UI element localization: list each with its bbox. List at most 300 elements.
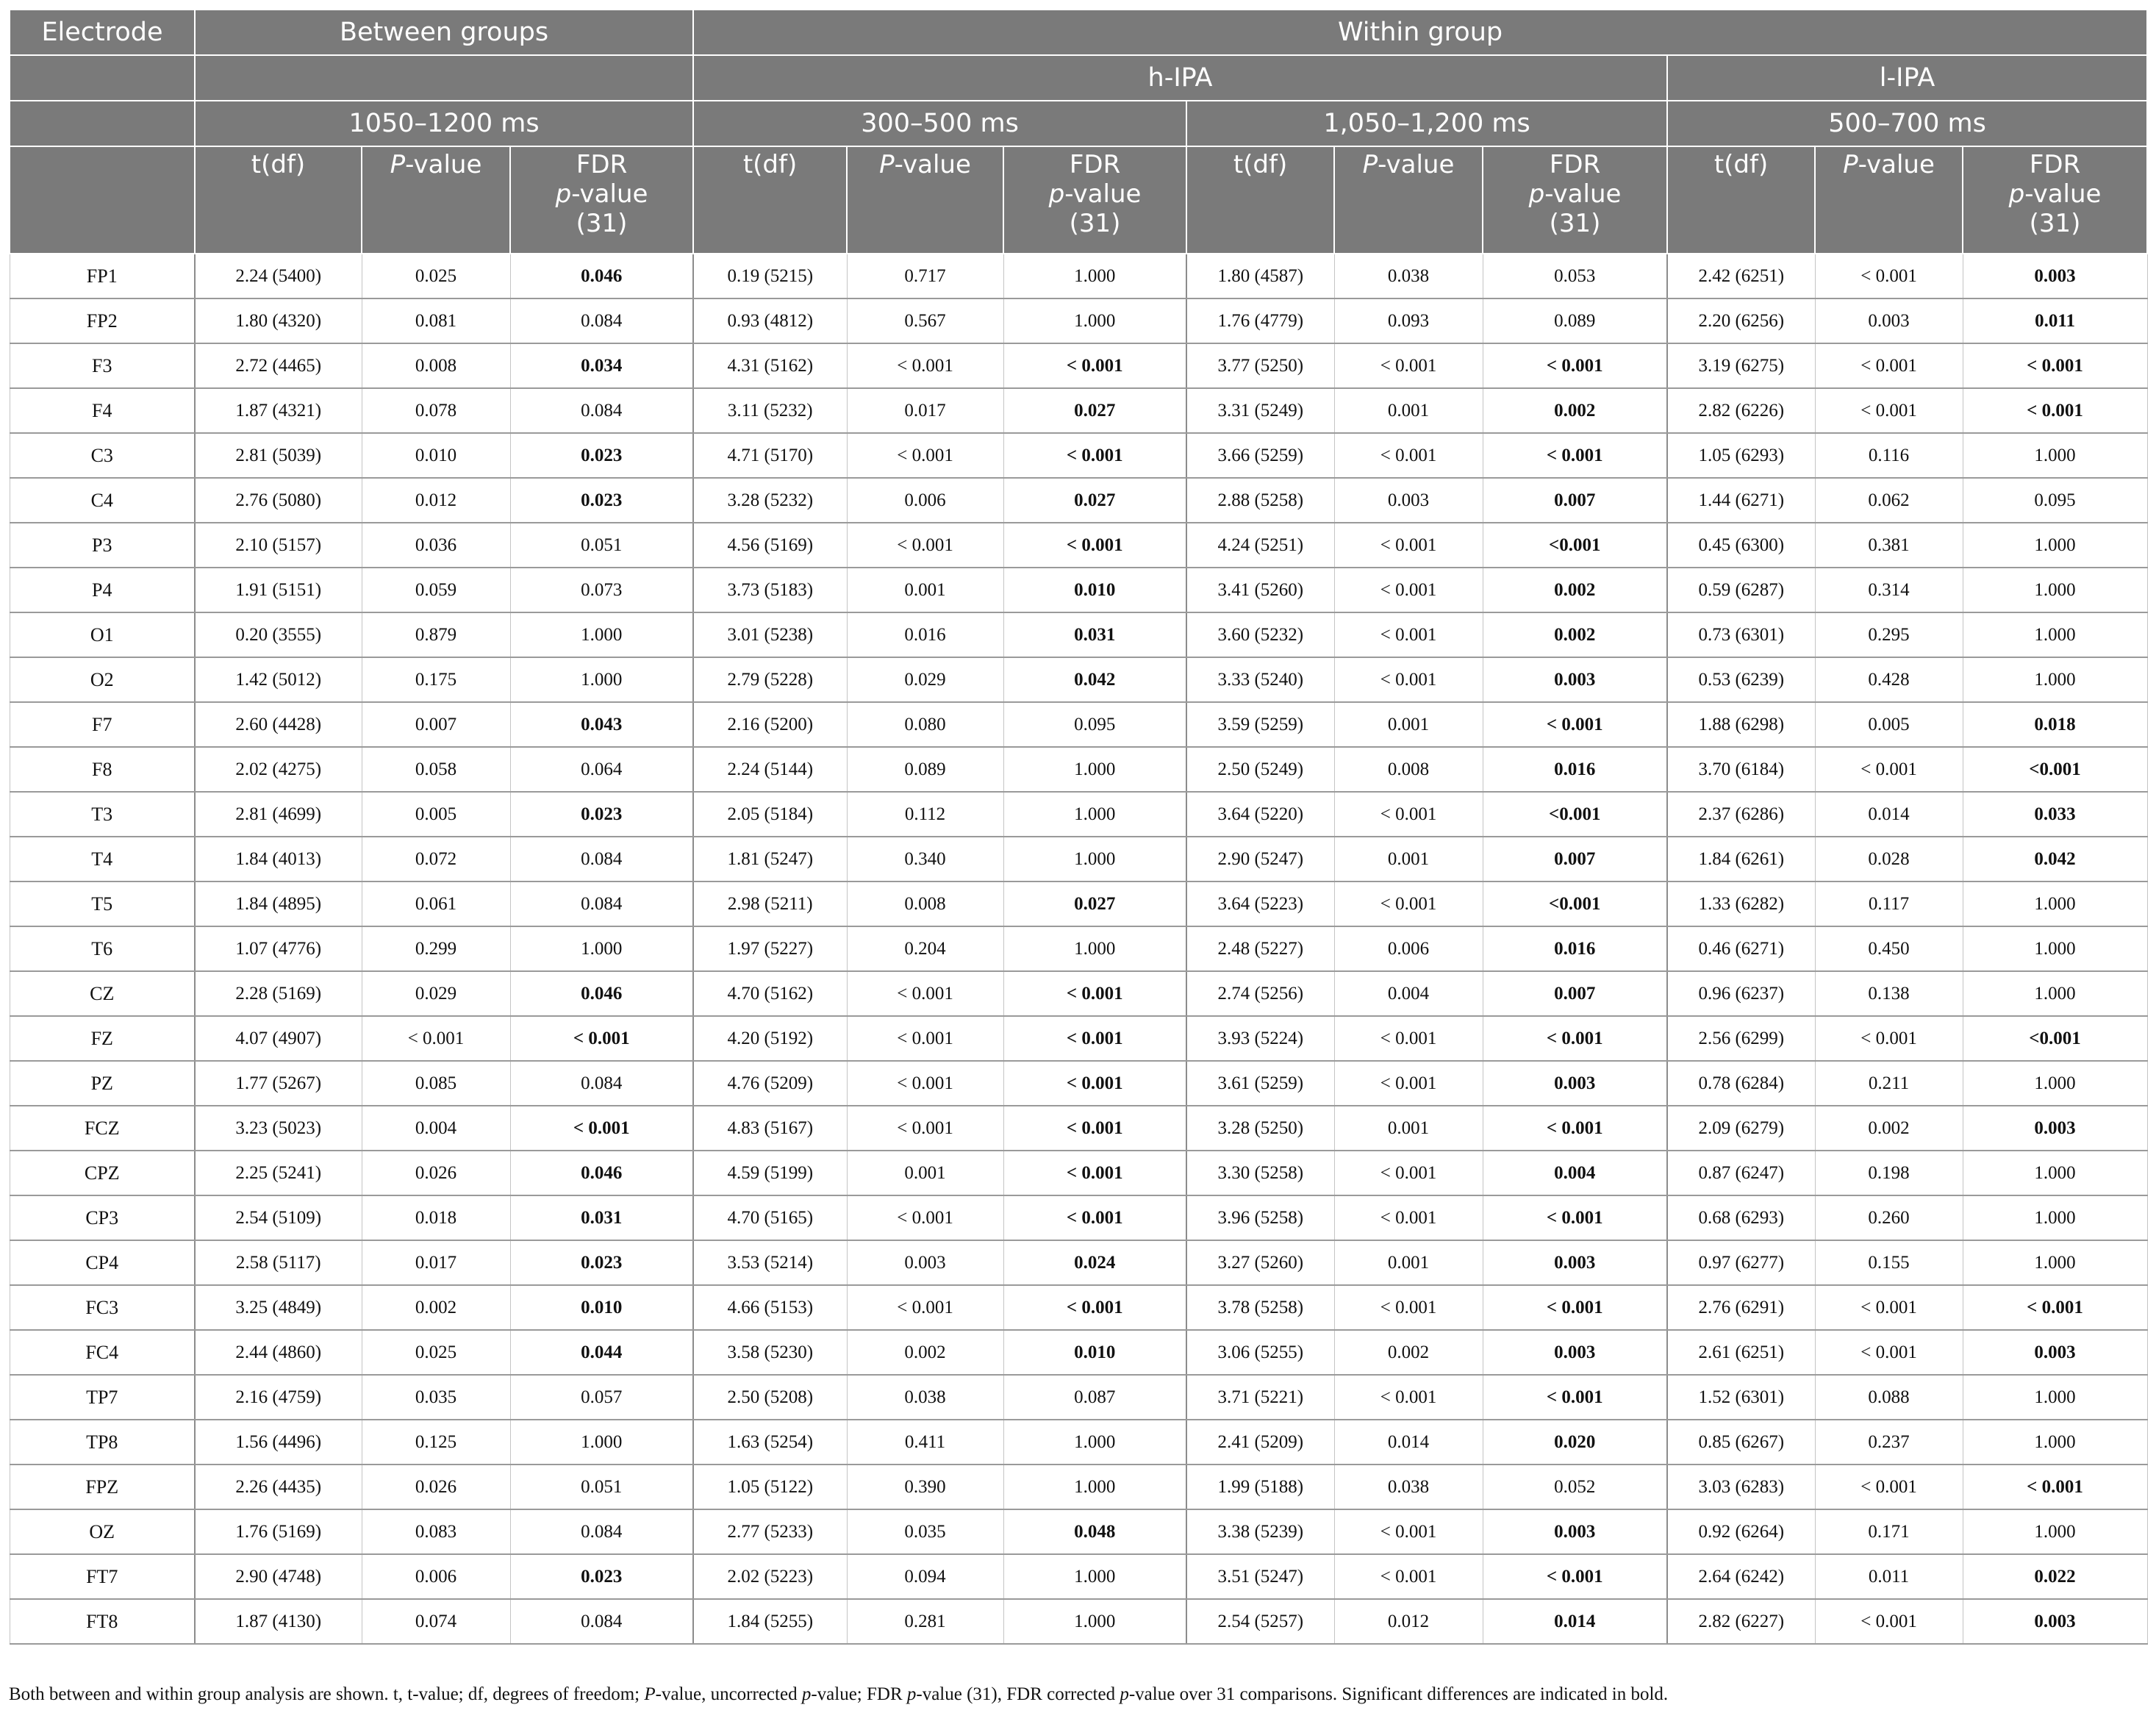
t-df-cell: 1.76 (4779) xyxy=(1186,298,1334,343)
fdr-p-value-cell: 0.046 xyxy=(510,1151,693,1195)
p-value-cell: < 0.001 xyxy=(1334,612,1483,657)
table-row xyxy=(10,1509,2147,1554)
electrode-cell: F8 xyxy=(10,747,195,792)
p-value-cell: 0.061 xyxy=(362,881,510,926)
t-df-cell: 3.60 (5232) xyxy=(1186,612,1334,657)
fdr-p-value-cell: 0.003 xyxy=(1483,1240,1667,1285)
t-df-cell: 0.73 (6301) xyxy=(1667,612,1815,657)
p-value-cell: 0.017 xyxy=(362,1240,510,1285)
p-value-cell: 0.428 xyxy=(1815,657,1963,702)
fdr-p-value-cell: 0.002 xyxy=(1483,568,1667,612)
t-df-cell: 3.53 (5214) xyxy=(693,1240,847,1285)
t-df-cell: 0.59 (6287) xyxy=(1667,568,1815,612)
fdr-p-value-cell: 0.048 xyxy=(1003,1509,1186,1554)
t-df-cell: 2.72 (4465) xyxy=(195,343,362,388)
footnote-text: p xyxy=(1120,1684,1129,1704)
t-df-cell: 3.96 (5258) xyxy=(1186,1195,1334,1240)
fdr-p-value-cell: < 0.001 xyxy=(1003,971,1186,1016)
p-value-cell: 0.204 xyxy=(847,926,1003,971)
fdr-p-value-cell: 0.051 xyxy=(510,1465,693,1509)
fdr-p-value-cell: 0.084 xyxy=(510,1061,693,1106)
fdr-p-value-cell: 0.084 xyxy=(510,1509,693,1554)
t-df-cell: 2.05 (5184) xyxy=(693,792,847,837)
p-value-cell: 0.093 xyxy=(1334,298,1483,343)
p-value-cell: < 0.001 xyxy=(1815,388,1963,433)
electrode-cell: O1 xyxy=(10,612,195,657)
p-value-cell: 0.340 xyxy=(847,837,1003,881)
p-value-cell: 0.008 xyxy=(1334,747,1483,792)
fdr-p-value-cell: <0.001 xyxy=(1483,523,1667,568)
fdr-p-value-cell: 0.064 xyxy=(510,747,693,792)
fdr-p-value-cell: < 0.001 xyxy=(1003,1106,1186,1151)
fdr-p-value-cell: 1.000 xyxy=(1963,1195,2147,1240)
electrode-cell: FZ xyxy=(10,1016,195,1061)
table-row xyxy=(10,881,2147,926)
t-df-cell: 1.88 (6298) xyxy=(1667,702,1815,747)
p-value-cell: 0.026 xyxy=(362,1151,510,1195)
p-value-cell: 0.035 xyxy=(362,1375,510,1420)
fdr-p-value-cell: 0.022 xyxy=(1963,1554,2147,1599)
p-value-cell: 0.025 xyxy=(362,1330,510,1375)
t-df-cell: 0.93 (4812) xyxy=(693,298,847,343)
p-value-cell: 0.004 xyxy=(1334,971,1483,1016)
t-df-cell: 2.76 (5080) xyxy=(195,478,362,523)
t-df-cell: 4.76 (5209) xyxy=(693,1061,847,1106)
header-p-italic: P xyxy=(1362,150,1378,179)
p-value-cell: 0.012 xyxy=(1334,1599,1483,1644)
footnote-text: Both between and within group analysis are shown. t, t-value; df, degrees of freedom; xyxy=(9,1684,645,1704)
t-df-cell: 1.44 (6271) xyxy=(1667,478,1815,523)
p-value-cell: 0.014 xyxy=(1815,792,1963,837)
header-fdr-p-italic: p xyxy=(555,179,572,209)
p-value-cell: 0.450 xyxy=(1815,926,1963,971)
t-df-cell: 1.87 (4321) xyxy=(195,388,362,433)
electrode-cell: T4 xyxy=(10,837,195,881)
t-df-cell: 2.90 (4748) xyxy=(195,1554,362,1599)
footnote-text: -value over 31 comparisons. Significant differences are indicated in bold. xyxy=(1128,1684,1669,1704)
electrode-cell: P3 xyxy=(10,523,195,568)
t-df-cell: 1.56 (4496) xyxy=(195,1420,362,1465)
electrode-cell: FC4 xyxy=(10,1330,195,1375)
t-df-cell: 2.56 (6299) xyxy=(1667,1016,1815,1061)
t-df-cell: 3.01 (5238) xyxy=(693,612,847,657)
t-df-cell: 2.81 (5039) xyxy=(195,433,362,478)
t-df-cell: 1.84 (6261) xyxy=(1667,837,1815,881)
t-df-cell: 3.73 (5183) xyxy=(693,568,847,612)
table-row xyxy=(10,1016,2147,1061)
p-value-cell: 0.028 xyxy=(1815,837,1963,881)
t-df-cell: 3.28 (5232) xyxy=(693,478,847,523)
fdr-p-value-cell: 0.043 xyxy=(510,702,693,747)
t-df-cell: 1.77 (5267) xyxy=(195,1061,362,1106)
p-value-cell: 0.010 xyxy=(362,433,510,478)
p-value-cell: < 0.001 xyxy=(1815,747,1963,792)
fdr-p-value-cell: 0.042 xyxy=(1963,837,2147,881)
header-t-df: t(df) xyxy=(195,146,362,254)
p-value-cell: < 0.001 xyxy=(1334,1195,1483,1240)
fdr-p-value-cell: 1.000 xyxy=(1003,747,1186,792)
header-p-value xyxy=(1815,146,1963,254)
fdr-p-value-cell: 1.000 xyxy=(1003,1554,1186,1599)
t-df-cell: 1.87 (4130) xyxy=(195,1599,362,1644)
fdr-p-value-cell: 0.031 xyxy=(510,1195,693,1240)
fdr-p-value-cell: 1.000 xyxy=(1963,1061,2147,1106)
table-row xyxy=(10,254,2147,298)
header-h-ipa: h-IPA xyxy=(693,55,1667,101)
p-value-cell: 0.003 xyxy=(1815,298,1963,343)
fdr-p-value-cell: 0.003 xyxy=(1963,254,2147,298)
t-df-cell: 4.20 (5192) xyxy=(693,1016,847,1061)
header-blank xyxy=(10,55,195,101)
p-value-cell: 0.083 xyxy=(362,1509,510,1554)
header-blank xyxy=(195,55,693,101)
p-value-cell: 0.089 xyxy=(847,747,1003,792)
fdr-p-value-cell: 0.010 xyxy=(1003,1330,1186,1375)
electrode-cell: F7 xyxy=(10,702,195,747)
fdr-p-value-cell: 0.007 xyxy=(1483,478,1667,523)
fdr-p-value-cell: <0.001 xyxy=(1483,881,1667,926)
p-value-cell: 0.062 xyxy=(1815,478,1963,523)
t-df-cell: 3.71 (5221) xyxy=(1186,1375,1334,1420)
table-row xyxy=(10,926,2147,971)
t-df-cell: 2.26 (4435) xyxy=(195,1465,362,1509)
fdr-p-value-cell: 0.020 xyxy=(1483,1420,1667,1465)
header-blank xyxy=(10,101,195,146)
table-row xyxy=(10,837,2147,881)
p-value-cell: < 0.001 xyxy=(1815,343,1963,388)
table-row xyxy=(10,612,2147,657)
p-value-cell: 0.155 xyxy=(1815,1240,1963,1285)
t-df-cell: 0.92 (6264) xyxy=(1667,1509,1815,1554)
t-df-cell: 4.56 (5169) xyxy=(693,523,847,568)
fdr-p-value-cell: < 0.001 xyxy=(1003,433,1186,478)
fdr-p-value-cell: 0.004 xyxy=(1483,1151,1667,1195)
p-value-cell: 0.001 xyxy=(847,568,1003,612)
electrode-cell: CZ xyxy=(10,971,195,1016)
p-value-cell: 0.381 xyxy=(1815,523,1963,568)
fdr-p-value-cell: 1.000 xyxy=(1963,612,2147,657)
p-value-cell: 0.008 xyxy=(847,881,1003,926)
t-df-cell: 3.33 (5240) xyxy=(1186,657,1334,702)
results-table xyxy=(9,9,2148,1645)
p-value-cell: < 0.001 xyxy=(847,1016,1003,1061)
p-value-cell: 0.014 xyxy=(1334,1420,1483,1465)
table-row xyxy=(10,1195,2147,1240)
p-value-cell: 0.001 xyxy=(1334,1106,1483,1151)
header-fdr-line2 xyxy=(1004,179,1186,209)
t-df-cell: 1.52 (6301) xyxy=(1667,1375,1815,1420)
p-value-cell: 0.112 xyxy=(847,792,1003,837)
fdr-p-value-cell: < 0.001 xyxy=(1483,1375,1667,1420)
fdr-p-value-cell: 1.000 xyxy=(1003,1599,1186,1644)
header-window-h-ipa-2: 1,050–1,200 ms xyxy=(1186,101,1667,146)
p-value-cell: 0.005 xyxy=(362,792,510,837)
header-window-between: 1050–1200 ms xyxy=(195,101,693,146)
t-df-cell: 3.25 (4849) xyxy=(195,1285,362,1330)
fdr-p-value-cell: 1.000 xyxy=(1963,1151,2147,1195)
p-value-cell: 0.026 xyxy=(362,1465,510,1509)
header-t-df: t(df) xyxy=(1667,146,1815,254)
p-value-cell: 0.003 xyxy=(847,1240,1003,1285)
t-df-cell: 2.54 (5109) xyxy=(195,1195,362,1240)
t-df-cell: 4.59 (5199) xyxy=(693,1151,847,1195)
t-df-cell: 0.46 (6271) xyxy=(1667,926,1815,971)
fdr-p-value-cell: 0.051 xyxy=(510,523,693,568)
t-df-cell: 2.28 (5169) xyxy=(195,971,362,1016)
p-value-cell: < 0.001 xyxy=(362,1016,510,1061)
fdr-p-value-cell: < 0.001 xyxy=(1963,343,2147,388)
t-df-cell: 3.58 (5230) xyxy=(693,1330,847,1375)
fdr-p-value-cell: 0.095 xyxy=(1003,702,1186,747)
header-fdr-p-rest: -value xyxy=(571,179,648,209)
fdr-p-value-cell: 0.010 xyxy=(510,1285,693,1330)
header-fdr-line1: FDR xyxy=(576,150,628,179)
header-fdr-line3: (31) xyxy=(1069,209,1121,238)
p-value-cell: < 0.001 xyxy=(847,1061,1003,1106)
p-value-cell: 0.005 xyxy=(1815,702,1963,747)
p-value-cell: < 0.001 xyxy=(1334,433,1483,478)
p-value-cell: 0.001 xyxy=(847,1151,1003,1195)
table-row xyxy=(10,657,2147,702)
p-value-cell: 0.001 xyxy=(1334,388,1483,433)
fdr-p-value-cell: 1.000 xyxy=(1963,1420,2147,1465)
header-fdr-p-rest: -value xyxy=(1064,179,1142,209)
fdr-p-value-cell: 1.000 xyxy=(1003,298,1186,343)
p-value-cell: 0.237 xyxy=(1815,1420,1963,1465)
electrode-cell: T5 xyxy=(10,881,195,926)
fdr-p-value-cell: 1.000 xyxy=(1963,657,2147,702)
p-value-cell: 0.295 xyxy=(1815,612,1963,657)
electrode-cell: C4 xyxy=(10,478,195,523)
fdr-p-value-cell: < 0.001 xyxy=(1483,433,1667,478)
t-df-cell: 2.41 (5209) xyxy=(1186,1420,1334,1465)
p-value-cell: < 0.001 xyxy=(847,523,1003,568)
header-fdr-p-italic: p xyxy=(1048,179,1065,209)
p-value-cell: 0.018 xyxy=(362,1195,510,1240)
p-value-cell: < 0.001 xyxy=(1334,1554,1483,1599)
fdr-p-value-cell: 1.000 xyxy=(1003,926,1186,971)
p-value-cell: 0.006 xyxy=(1334,926,1483,971)
table-row xyxy=(10,1151,2147,1195)
p-value-cell: < 0.001 xyxy=(1334,792,1483,837)
t-df-cell: 4.31 (5162) xyxy=(693,343,847,388)
fdr-p-value-cell: 0.018 xyxy=(1963,702,2147,747)
header-fdr-line1: FDR xyxy=(1069,150,1121,179)
t-df-cell: 0.96 (6237) xyxy=(1667,971,1815,1016)
t-df-cell: 3.27 (5260) xyxy=(1186,1240,1334,1285)
t-df-cell: 1.81 (5247) xyxy=(693,837,847,881)
header-fdr-p-value xyxy=(1003,146,1186,254)
fdr-p-value-cell: < 0.001 xyxy=(1003,343,1186,388)
electrode-cell: F3 xyxy=(10,343,195,388)
p-value-cell: 0.006 xyxy=(847,478,1003,523)
t-df-cell: 1.99 (5188) xyxy=(1186,1465,1334,1509)
fdr-p-value-cell: 0.044 xyxy=(510,1330,693,1375)
electrode-cell: FP1 xyxy=(10,254,195,298)
header-p-value xyxy=(362,146,510,254)
p-value-cell: 0.001 xyxy=(1334,837,1483,881)
t-df-cell: 3.31 (5249) xyxy=(1186,388,1334,433)
t-df-cell: 3.77 (5250) xyxy=(1186,343,1334,388)
header-fdr-p-italic: p xyxy=(1528,179,1545,209)
t-df-cell: 2.74 (5256) xyxy=(1186,971,1334,1016)
fdr-p-value-cell: < 0.001 xyxy=(1963,1465,2147,1509)
table-row xyxy=(10,343,2147,388)
t-df-cell: 4.24 (5251) xyxy=(1186,523,1334,568)
t-df-cell: 4.70 (5162) xyxy=(693,971,847,1016)
p-value-cell: < 0.001 xyxy=(1334,1061,1483,1106)
header-p-rest: -value xyxy=(1378,150,1455,179)
fdr-p-value-cell: 0.073 xyxy=(510,568,693,612)
header-fdr-line2 xyxy=(511,179,692,209)
t-df-cell: 2.79 (5228) xyxy=(693,657,847,702)
p-value-cell: < 0.001 xyxy=(1334,657,1483,702)
footnote-text: -value, uncorrected xyxy=(655,1684,802,1704)
t-df-cell: 2.77 (5233) xyxy=(693,1509,847,1554)
p-value-cell: < 0.001 xyxy=(847,1106,1003,1151)
p-value-cell: 0.717 xyxy=(847,254,1003,298)
electrode-cell: CP3 xyxy=(10,1195,195,1240)
t-df-cell: 3.30 (5258) xyxy=(1186,1151,1334,1195)
fdr-p-value-cell: 0.003 xyxy=(1963,1330,2147,1375)
table-row xyxy=(10,433,2147,478)
p-value-cell: 0.025 xyxy=(362,254,510,298)
t-df-cell: 3.06 (5255) xyxy=(1186,1330,1334,1375)
electrode-cell: PZ xyxy=(10,1061,195,1106)
fdr-p-value-cell: 0.087 xyxy=(1003,1375,1186,1420)
t-df-cell: 2.24 (5144) xyxy=(693,747,847,792)
fdr-p-value-cell: 1.000 xyxy=(1963,1509,2147,1554)
p-value-cell: 0.029 xyxy=(847,657,1003,702)
electrode-cell: FT7 xyxy=(10,1554,195,1599)
fdr-p-value-cell: 0.003 xyxy=(1483,657,1667,702)
header-between-groups: Between groups xyxy=(195,10,693,55)
table-footnote xyxy=(9,1684,2146,1705)
table-row xyxy=(10,1106,2147,1151)
t-df-cell: 0.45 (6300) xyxy=(1667,523,1815,568)
fdr-p-value-cell: 0.084 xyxy=(510,1599,693,1644)
t-df-cell: 4.07 (4907) xyxy=(195,1016,362,1061)
fdr-p-value-cell: 0.003 xyxy=(1963,1599,2147,1644)
p-value-cell: 0.072 xyxy=(362,837,510,881)
t-df-cell: 2.09 (6279) xyxy=(1667,1106,1815,1151)
p-value-cell: 0.879 xyxy=(362,612,510,657)
t-df-cell: 2.88 (5258) xyxy=(1186,478,1334,523)
fdr-p-value-cell: 1.000 xyxy=(1963,523,2147,568)
p-value-cell: 0.016 xyxy=(847,612,1003,657)
p-value-cell: < 0.001 xyxy=(847,1195,1003,1240)
p-value-cell: 0.411 xyxy=(847,1420,1003,1465)
t-df-cell: 4.70 (5165) xyxy=(693,1195,847,1240)
table-row xyxy=(10,1375,2147,1420)
fdr-p-value-cell: 1.000 xyxy=(1003,837,1186,881)
fdr-p-value-cell: 0.027 xyxy=(1003,478,1186,523)
p-value-cell: 0.567 xyxy=(847,298,1003,343)
fdr-p-value-cell: < 0.001 xyxy=(1483,1016,1667,1061)
fdr-p-value-cell: 0.023 xyxy=(510,1240,693,1285)
fdr-p-value-cell: 0.084 xyxy=(510,881,693,926)
t-df-cell: 0.87 (6247) xyxy=(1667,1151,1815,1195)
t-df-cell: 4.71 (5170) xyxy=(693,433,847,478)
t-df-cell: 1.84 (5255) xyxy=(693,1599,847,1644)
footnote-text: -value (31), FDR corrected xyxy=(916,1684,1120,1704)
fdr-p-value-cell: < 0.001 xyxy=(1483,1285,1667,1330)
header-fdr-line2 xyxy=(1963,179,2146,209)
t-df-cell: 1.80 (4320) xyxy=(195,298,362,343)
header-fdr-line2 xyxy=(1483,179,1666,209)
fdr-p-value-cell: < 0.001 xyxy=(1003,1151,1186,1195)
t-df-cell: 2.50 (5208) xyxy=(693,1375,847,1420)
table-row xyxy=(10,1240,2147,1285)
t-df-cell: 0.20 (3555) xyxy=(195,612,362,657)
electrode-cell: T6 xyxy=(10,926,195,971)
t-df-cell: 2.98 (5211) xyxy=(693,881,847,926)
p-value-cell: < 0.001 xyxy=(847,1285,1003,1330)
fdr-p-value-cell: < 0.001 xyxy=(1003,1195,1186,1240)
header-fdr-line1: FDR xyxy=(2029,150,2081,179)
fdr-p-value-cell: 0.002 xyxy=(1483,612,1667,657)
p-value-cell: 0.003 xyxy=(1334,478,1483,523)
table-row xyxy=(10,1465,2147,1509)
t-df-cell: 0.78 (6284) xyxy=(1667,1061,1815,1106)
p-value-cell: 0.125 xyxy=(362,1420,510,1465)
t-df-cell: 2.48 (5227) xyxy=(1186,926,1334,971)
t-df-cell: 1.33 (6282) xyxy=(1667,881,1815,926)
p-value-cell: < 0.001 xyxy=(1334,1151,1483,1195)
p-value-cell: 0.094 xyxy=(847,1554,1003,1599)
fdr-p-value-cell: 0.002 xyxy=(1483,388,1667,433)
t-df-cell: 2.24 (5400) xyxy=(195,254,362,298)
header-p-italic: P xyxy=(879,150,895,179)
fdr-p-value-cell: 0.031 xyxy=(1003,612,1186,657)
t-df-cell: 3.66 (5259) xyxy=(1186,433,1334,478)
header-p-rest: -value xyxy=(894,150,971,179)
results-table-container xyxy=(9,9,2146,1645)
fdr-p-value-cell: 0.014 xyxy=(1483,1599,1667,1644)
fdr-p-value-cell: 0.003 xyxy=(1483,1061,1667,1106)
t-df-cell: 1.42 (5012) xyxy=(195,657,362,702)
t-df-cell: 2.64 (6242) xyxy=(1667,1554,1815,1599)
fdr-p-value-cell: 0.027 xyxy=(1003,388,1186,433)
p-value-cell: < 0.001 xyxy=(1815,1330,1963,1375)
electrode-cell: FT8 xyxy=(10,1599,195,1644)
t-df-cell: 0.85 (6267) xyxy=(1667,1420,1815,1465)
t-df-cell: 1.05 (5122) xyxy=(693,1465,847,1509)
electrode-cell: CP4 xyxy=(10,1240,195,1285)
p-value-cell: 0.390 xyxy=(847,1465,1003,1509)
fdr-p-value-cell: < 0.001 xyxy=(1003,1061,1186,1106)
header-fdr-p-rest: -value xyxy=(2024,179,2102,209)
subheader-row xyxy=(10,146,2147,254)
p-value-cell: < 0.001 xyxy=(1334,1285,1483,1330)
p-value-cell: 0.260 xyxy=(1815,1195,1963,1240)
header-p-value xyxy=(847,146,1003,254)
t-df-cell: 1.97 (5227) xyxy=(693,926,847,971)
electrode-cell: OZ xyxy=(10,1509,195,1554)
electrode-cell: FP2 xyxy=(10,298,195,343)
p-value-cell: 0.017 xyxy=(847,388,1003,433)
p-value-cell: < 0.001 xyxy=(1815,254,1963,298)
header-p-value xyxy=(1334,146,1483,254)
t-df-cell: 3.11 (5232) xyxy=(693,388,847,433)
p-value-cell: 0.314 xyxy=(1815,568,1963,612)
header-blank xyxy=(10,146,195,254)
fdr-p-value-cell: < 0.001 xyxy=(1963,388,2147,433)
p-value-cell: 0.059 xyxy=(362,568,510,612)
p-value-cell: 0.078 xyxy=(362,388,510,433)
fdr-p-value-cell: 0.007 xyxy=(1483,837,1667,881)
fdr-p-value-cell: 0.089 xyxy=(1483,298,1667,343)
